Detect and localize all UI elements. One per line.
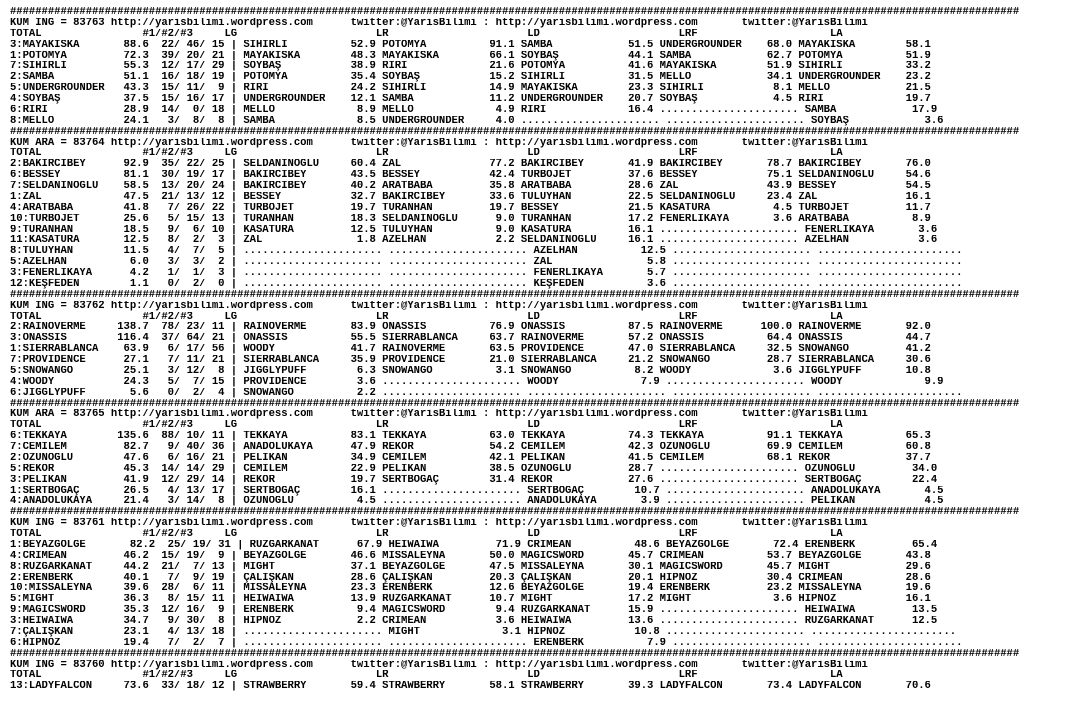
horse-stat-row: 10:TURBOJET 25.6 5/ 15/ 13 | TURANHAN 18.3 SELDANINOĞLU 9.0 TURANHAN 17.2 FENERLİKAYA 3.6 ARATBABA 8.9 — [10, 213, 931, 225]
horse-stat-row: 4:ARATBABA 41.8 7/ 26/ 22 | TURBOJET 19.7 TURANHAN 19.7 BESSEY 21.5 KASATURA 4.5 TURBOJET 11.7 — [10, 202, 931, 214]
horse-stat-row: 6:JIGGLYPUFF 5.6 0/ 2/ 4 | SNOWANGO 2.2 ...................... ...................... ...................... ....................... — [10, 387, 963, 399]
horse-stat-row: 6:TEKKAYA 135.6 88/ 10/ 11 | TEKKAYA 83.1 TEKKAYA 63.0 TEKKAYA 74.3 TEKKAYA 91.1 TEKKAYA 65.3 — [10, 431, 931, 442]
horse-stat-row: 2:BAKIRCIBEY 92.9 35/ 22/ 25 | SELDANINOĞLU 60.4 ZAL 77.2 BAKIRCIBEY 41.9 BAKIRCIBEY 78.7 BAKIRCIBEY 76.0 — [10, 159, 931, 171]
horse-stat-row: 5:SNOWANGO 25.1 3/ 12/ 8 | JIGGLYPUFF 6.3 SNOWANGO 3.1 SNOWANGO 8.2 WOODY 3.6 JIGGLYPUFF 10.8 — [10, 365, 931, 377]
horse-stat-row: 7:CEMİLEM 82.7 9/ 40/ 36 | ANADOLUKAYA 47.9 REKOR 54.2 CEMİLEM 42.3 ÖZÜNOĞLU 69.9 CEMİLEM 60.8 — [10, 442, 931, 453]
race-header-line: KUM ING = 83762 http://yarisbilimi.wordpress.com twitter:@YarisBilimi : http://yarisbilimi.wordpress.com twitter:@YarisBilimi — [10, 300, 868, 312]
horse-stat-row: 3:FENERLİKAYA 4.2 1/ 1/ 3 | ...................... ...................... FENERLİKAYA 5.7 ...................... ....................... — [10, 268, 963, 279]
horse-stat-row: 5:UNDERGROUNDER 43.3 15/ 11/ 9 | RIRI 24.2 SIHIRLİ 14.9 MAYAKISKA 23.3 SIHIRLİ 8.1 MELLO 21.5 — [10, 83, 931, 94]
horse-stat-row: 4:WOODY 24.3 5/ 7/ 15 | PROVIDENCE 3.6 ...................... WOODY 7.9 ...................... WOODY 9.9 — [10, 376, 944, 388]
column-header-line: TOTAL #1/#2/#3 LG LR LD LRF LA — [10, 529, 843, 540]
horse-stat-row: 2:RAINOVERME 138.7 78/ 23/ 11 | RAINOVERME 83.9 ONASSIS 76.9 ONASSIS 87.5 RAINOVERME 100.0 RAINOVERME 92.0 — [10, 322, 931, 334]
horse-stat-row: 6:HIPNOZ 19.4 7/ 2/ 7 | ...................... ...................... ERENBERK 7.9 ...................... ....................... — [10, 637, 963, 649]
separator-line: ################################################################################################################################################################ — [10, 648, 1020, 660]
horse-stat-row: 5:AZELHAN 6.0 3/ 3/ 2 | ...................... ...................... ZAL 5.8 ...................... ....................... — [10, 257, 963, 268]
horse-stat-row: 7:ÇALIŞKAN 23.1 4/ 13/ 18 | ...................... MIGHT 3.1 HIPNOZ 10.8 ...................... ....................... — [10, 626, 957, 638]
horse-stat-row: 8:TULUYHAN 11.5 4/ 7/ 5 | ...................... ...................... AZELHAN 12.5 ...................... ....................... — [10, 246, 963, 258]
horse-stat-row: 1:ZAL 47.5 21/ 13/ 12 | BESSEY 32.7 BAKIRCIBEY 33.6 TULUYHAN 22.5 SELDANINOĞLU 23.4 ZAL 16.1 — [10, 191, 931, 203]
horse-stat-row: 8:RÜZGARKANAT 44.2 21/ 7/ 13 | MIGHT 37.1 BEYAZGÖLGE 47.5 MISSALEYNA 30.1 MAGICSWORD 45.7 MIGHT 29.6 — [10, 561, 931, 573]
horse-stat-row: 3:PELİKAN 41.9 12/ 29/ 14 | REKOR 19.7 SERTBOĞAÇ 31.4 REKOR 27.6 ...................... SERTBOĞAÇ 22.4 — [10, 474, 938, 486]
horse-stat-row: 2:SAMBA 51.1 16/ 18/ 19 | POTOMYA 35.4 SOYBAŞ 15.2 SIHIRLİ 31.5 MELLO 34.1 UNDERGROUNDER 23.2 — [10, 72, 931, 84]
separator-line: ################################################################################################################################################################ — [10, 126, 1020, 138]
horse-stat-row: 13:LADYFALCON 73.6 33/ 18/ 12 | STRAWBERRY 59.4 STRAWBERRY 58.1 STRAWBERRY 39.3 LADYFALCON 73.4 LADYFALCON 70.6 — [10, 681, 931, 693]
separator-line: ################################################################################################################################################################ — [10, 289, 1020, 301]
horse-stat-row: 6:RIRI 28.9 14/ 0/ 18 | MELLO 8.9 MELLO 4.9 RIRI 16.4 ...................... SAMBA 17.9 — [10, 104, 938, 116]
horse-stat-row: 8:MELLO 24.1 3/ 8/ 8 | SAMBA 8.5 UNDERGROUNDER 4.0 ...................... ...................... SOYBAŞ 3.6 — [10, 115, 944, 127]
horse-stat-row: 4:CRIMEAN 46.2 15/ 19/ 9 | BEYAZGÖLGE 46.6 MISSALEYNA 50.0 MAGICSWORD 45.7 CRIMEAN 53.7 BEYAZGÖLGE 43.8 — [10, 550, 931, 562]
horse-stat-row: 12:KEŞFEDEN 1.1 0/ 2/ 0 | ...................... ...................... KEŞFEDEN 3.6 ...................... ....................... — [10, 278, 963, 290]
horse-stat-row: 5:REKOR 45.3 14/ 14/ 29 | CEMİLEM 22.9 PELİKAN 38.5 ÖZÜNOĞLU 28.7 ...................... ÖZÜNOĞLU 34.0 — [10, 463, 938, 475]
race-header-line: KUM ING = 83763 http://yarisbilimi.wordpress.com twitter:@YarisBilimi : http://yarisbilimi.wordpress.com twitter:@YarisBilimi — [10, 17, 868, 29]
horse-stat-row: 7:SIHIRLİ 55.3 12/ 17/ 29 | SOYBAŞ 38.9 RIRI 21.6 POTOMYA 41.6 MAYAKISKA 51.9 SIHIRLİ 33.2 — [10, 61, 931, 73]
horse-stat-row: 5:MIGHT 36.3 8/ 15/ 11 | HEIWAIWA 13.9 RÜZGARKANAT 10.7 MIGHT 17.2 MIGHT 3.6 HIPNOZ 16.1 — [10, 594, 931, 606]
race-header-line: KUM ING = 83761 http://yarisbilimi.wordpress.com twitter:@YarisBilimi : http://yarisbilimi.wordpress.com twitter:@YarisBilimi — [10, 518, 868, 529]
horse-stat-row: 1:SERTBOĞAÇ 26.5 4/ 13/ 17 | SERTBOĞAÇ 16.1 ...................... SERTBOĞAÇ 10.7 ...................... ANADOLUKAYA 4.5 — [10, 485, 944, 497]
horse-stat-row: 7:SELDANINOĞLU 58.5 13/ 20/ 24 | BAKIRCIBEY 40.2 ARATBABA 35.8 ARATBABA 28.6 ZAL 43.9 BESSEY 54.5 — [10, 181, 931, 192]
separator-line: ################################################################################################################################################################ — [10, 507, 1020, 519]
horse-stat-row: 3:HEIWAIWA 34.7 9/ 30/ 8 | HIPNOZ 2.2 CRIMEAN 3.6 HEIWAIWA 13.6 ...................... RÜZGARKANAT 12.5 — [10, 616, 938, 627]
horse-stat-row: 4:SOYBAŞ 37.5 15/ 16/ 17 | UNDERGROUNDER 12.1 SAMBA 11.2 UNDERGROUNDER 20.7 SOYBAŞ 4.5 RIRI 19.7 — [10, 94, 931, 105]
horse-stat-row: 7:PROVIDENCE 27.1 7/ 11/ 21 | SIERRABLANCA 35.9 PROVIDENCE 21.0 SIERRABLANCA 21.2 SNOWANGO 28.7 SIERRABLANCA 30.6 — [10, 355, 931, 366]
horse-stat-row: 1:POTOMYA 72.3 39/ 20/ 21 | MAYAKISKA 48.3 MAYAKISKA 66.1 SOYBAŞ 44.1 SAMBA 62.7 POTOMYA 51.9 — [10, 50, 931, 62]
column-header-line: TOTAL #1/#2/#3 LG LR LD LRF LA — [10, 148, 843, 160]
column-header-line: TOTAL #1/#2/#3 LG LR LD LRF LA — [10, 670, 843, 682]
horse-stat-row: 3:MAYAKISKA 88.6 22/ 46/ 15 | SIHIRLİ 52.9 POTOMYA 91.1 SAMBA 51.5 UNDERGROUNDER 68.0 MAYAKISKA 58.1 — [10, 39, 931, 51]
horse-stat-row: 2:ÖZÜNOĞLU 47.6 6/ 16/ 21 | PELİKAN 34.9 CEMİLEM 42.1 PELİKAN 41.5 CEMİLEM 68.1 REKOR 37.7 — [10, 452, 931, 464]
horse-stat-row: 10:MISSALEYNA 39.6 28/ 6/ 11 | MISSALEYNA 23.3 ERENBERK 12.6 BEYAZGÖLGE 19.4 ERENBERK 23.2 MISSALEYNA 19.6 — [10, 583, 931, 595]
horse-stat-row: 1:SIERRABLANCA 63.9 6/ 17/ 56 | WOODY 41.7 RAINOVERME 63.5 PROVIDENCE 47.0 SIERRABLANCA 32.5 SNOWANGO 41.2 — [10, 344, 931, 355]
column-header-line: TOTAL #1/#2/#3 LG LR LD LRF LA — [10, 28, 843, 40]
horse-stat-row: 2:ERENBERK 40.1 7/ 9/ 19 | ÇALIŞKAN 28.6 ÇALIŞKAN 20.3 ÇALIŞKAN 20.1 HIPNOZ 30.4 CRIMEAN 28.6 — [10, 572, 931, 584]
horse-stat-row: 1:BEYAZGÖLGE 82.2 25/ 19/ 31 | RÜZGARKANAT 67.9 HEIWAIWA 71.9 CRIMEAN 48.6 BEYAZGÖLGE 72.4 ERENBERK 65.4 — [10, 539, 938, 551]
column-header-line: TOTAL #1/#2/#3 LG LR LD LRF LA — [10, 311, 843, 323]
horse-stat-row: 4:ANADOLUKAYA 21.4 3/ 14/ 8 | ÖZÜNOĞLU 4.5 ...................... ANADOLUKAYA 3.9 ...................... PELİKAN 4.5 — [10, 496, 944, 508]
horse-stat-row: 6:BESSEY 81.1 30/ 19/ 17 | BAKIRCIBEY 43.5 BESSEY 42.4 TURBOJET 37.6 BESSEY 75.1 SELDANINOĞLU 54.6 — [10, 170, 931, 181]
horse-stat-row: 11:KASATURA 12.5 8/ 2/ 3 | ZAL 1.8 AZELHAN 2.2 SELDANINOĞLU 16.1 ...................... AZELHAN 3.6 — [10, 235, 938, 247]
horse-stat-row: 9:MAGICSWORD 35.3 12/ 16/ 9 | ERENBERK 9.4 MAGICSWORD 9.4 RÜZGARKANAT 15.9 ...................... HEIWAIWA 13.5 — [10, 605, 938, 616]
horse-stat-row: 9:TURANHAN 18.5 9/ 6/ 10 | KASATURA 12.5 TULUYHAN 9.0 KASATURA 16.1 ...................... FENERLİKAYA 3.6 — [10, 224, 938, 236]
horse-stat-row: 3:ONASSIS 116.4 37/ 64/ 21 | ONASSIS 55.5 SIERRABLANCA 63.7 RAINOVERME 57.2 ONASSIS 64.4 ONASSIS 44.7 — [10, 333, 931, 345]
separator-line: ################################################################################################################################################################ — [10, 7, 1020, 18]
race-header-line: KUM ING = 83760 http://yarisbilimi.wordpress.com twitter:@YarisBilimi : http://yarisbilimi.wordpress.com twitter:@YarisBilimi — [10, 659, 868, 671]
race-header-line: KUM ARA = 83765 http://yarisbilimi.wordpress.com twitter:@YarisBilimi : http://yarisbilimi.wordpress.com twitter:@YarisBilimi — [10, 409, 868, 421]
column-header-line: TOTAL #1/#2/#3 LG LR LD LRF LA — [10, 420, 843, 432]
race-header-line: KUM ARA = 83764 http://yarisbilimi.wordpress.com twitter:@YarisBilimi : http://yarisbilimi.wordpress.com twitter:@YarisBilimi — [10, 137, 868, 149]
separator-line: ################################################################################################################################################################ — [10, 398, 1020, 410]
